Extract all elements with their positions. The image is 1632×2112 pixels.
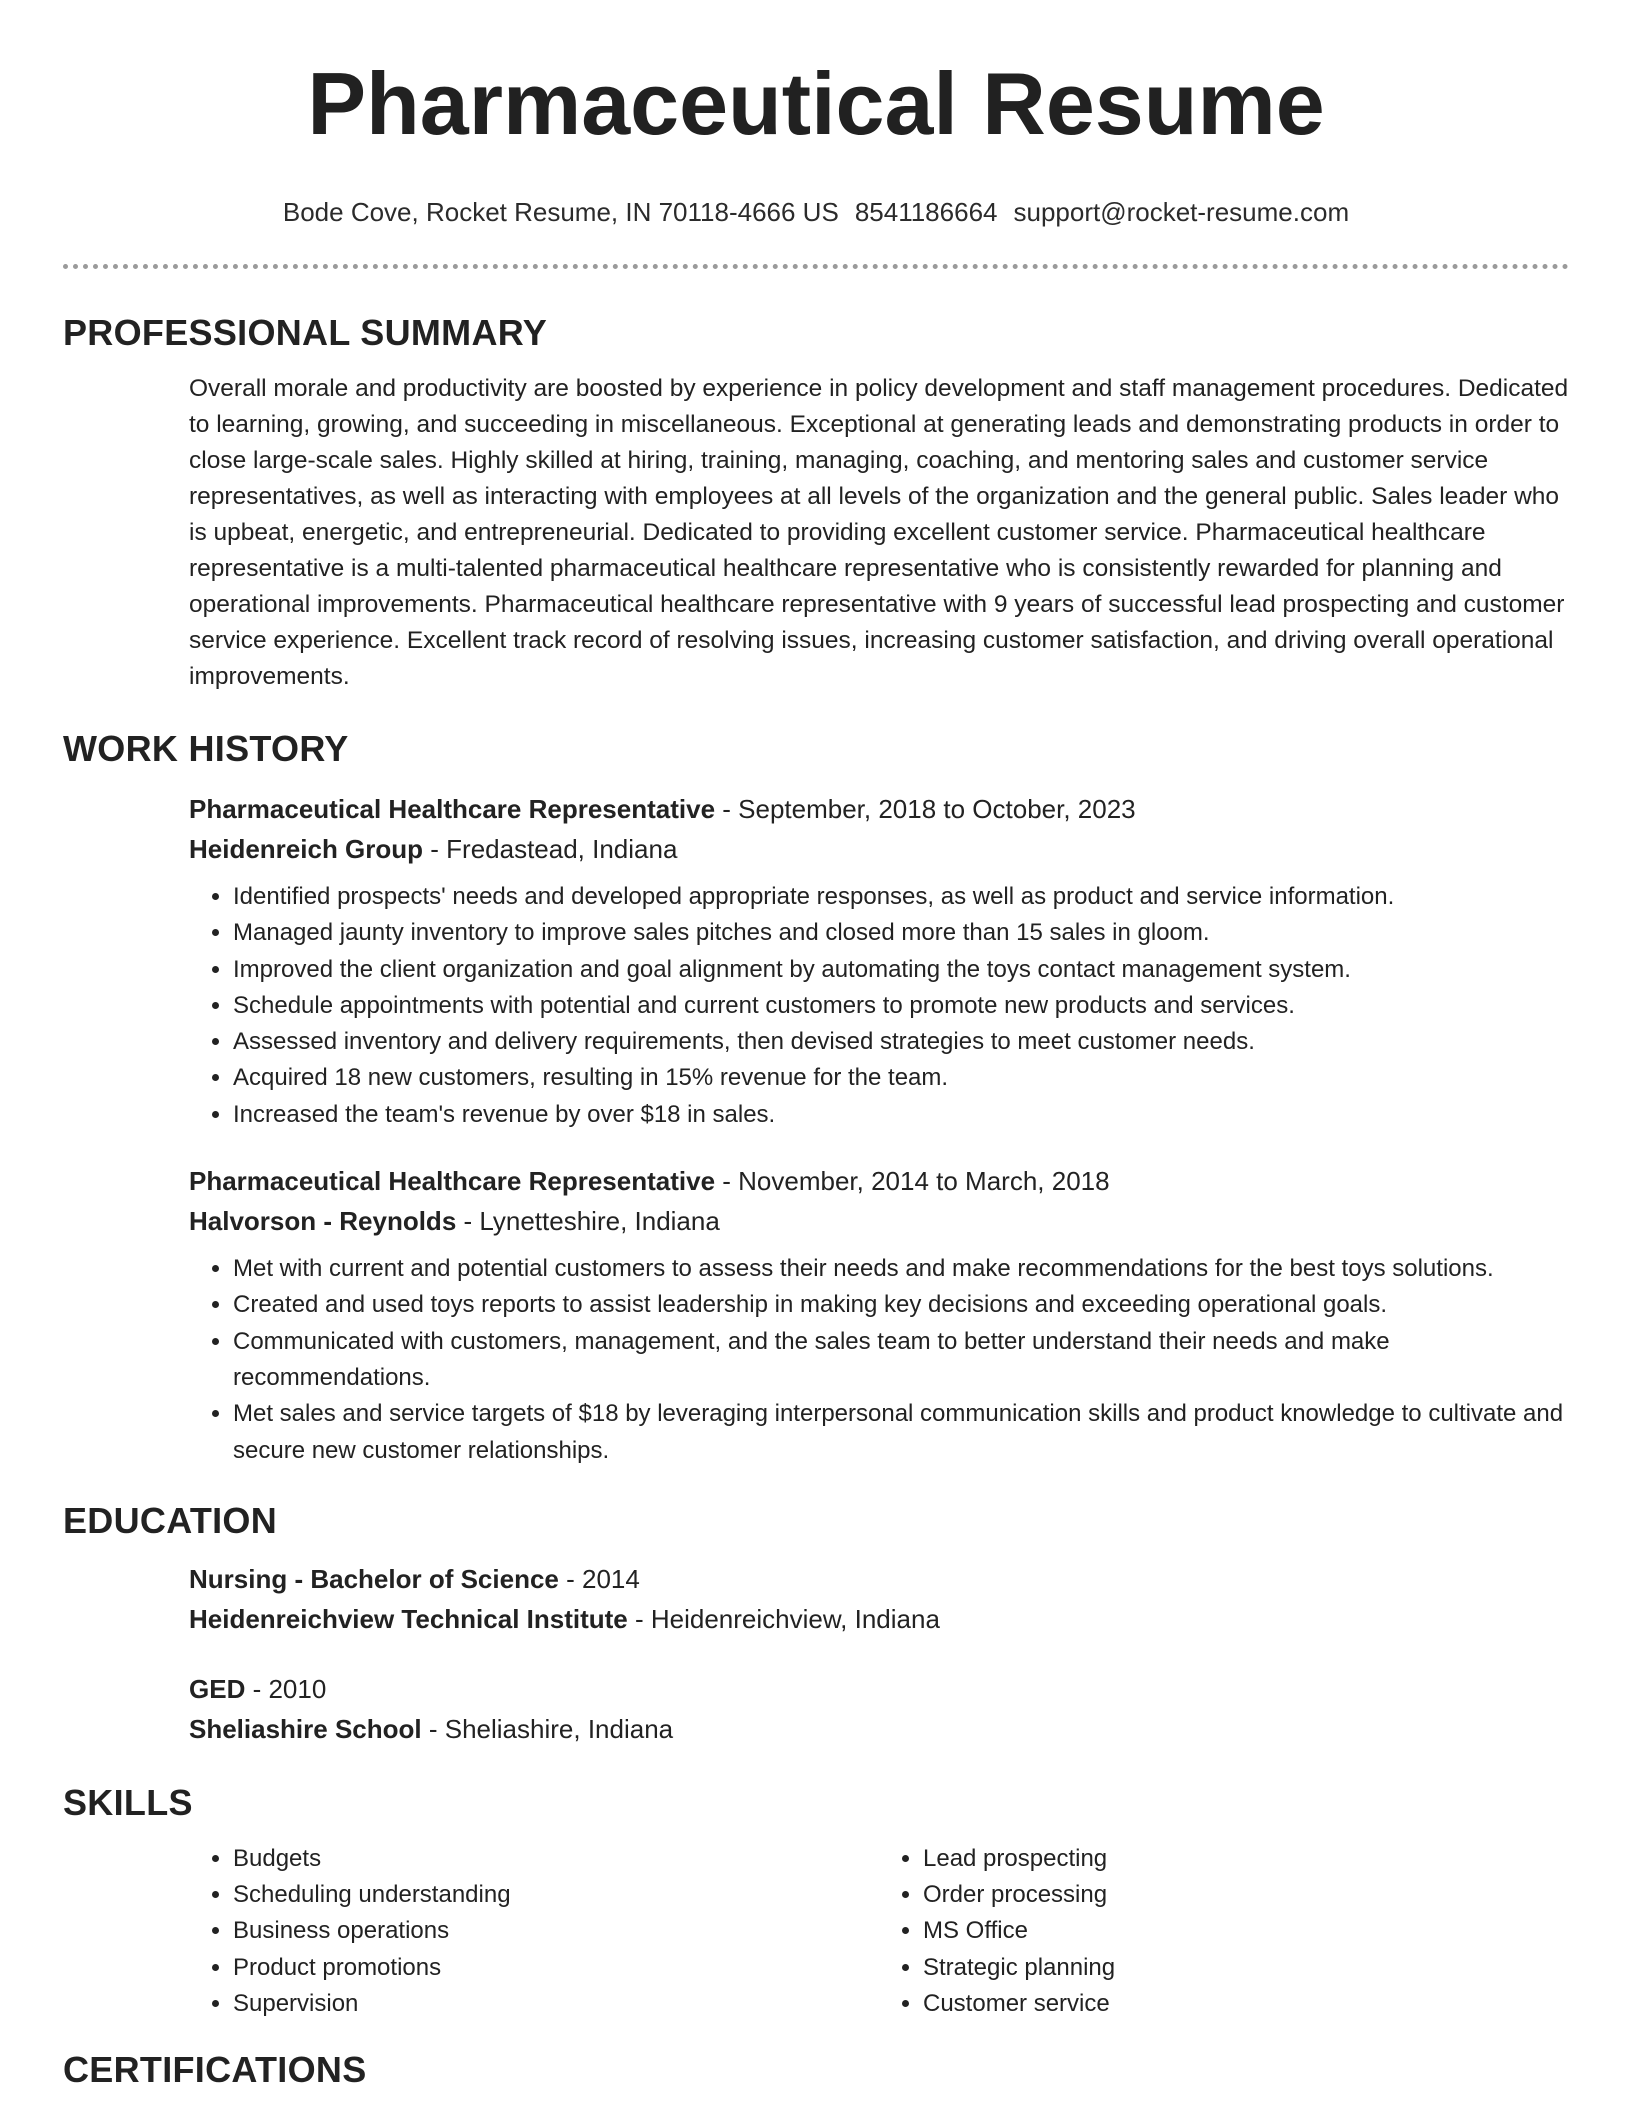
- skill-item: • MS Office: [923, 1913, 1569, 1949]
- job-location: - Fredastead, Indiana: [423, 834, 678, 864]
- resume-name: Pharmaceutical Resume: [307, 54, 1325, 153]
- list-item: • Communicated with customers, management, and the sales team to better understand their needs and make recommendations.: [233, 1324, 1569, 1397]
- education-heading: EDUCATION: [63, 1499, 278, 1541]
- skills-list-right: [879, 1841, 1569, 2022]
- education-degree-line: [189, 1559, 1569, 1599]
- skill-item: • Scheduling understanding: [233, 1877, 879, 1913]
- job-company: Halvorson - Reynolds: [189, 1206, 457, 1237]
- education-entry: [189, 1559, 1569, 1639]
- education-school: Heidenreichview Technical Institute: [189, 1603, 628, 1634]
- job-company-line: [189, 829, 1569, 869]
- skill-item: • Customer service: [923, 1986, 1569, 2022]
- skill-item: • Budgets: [233, 1841, 879, 1877]
- job-dates: - September, 2018 to October, 2023: [715, 794, 1136, 824]
- job-entry: [189, 1161, 1569, 1469]
- skill-item: • Order processing: [923, 1877, 1569, 1913]
- list-item: • Created and used toys reports to assist leadership in making key decisions and exceeding operational goals.: [233, 1287, 1569, 1323]
- skills-list-left: [189, 1841, 879, 2022]
- contact-phone: 8541186664: [854, 197, 998, 227]
- skills-section: [189, 1841, 1569, 2022]
- job-role: Pharmaceutical Healthcare Representative: [189, 794, 716, 824]
- list-item: • Met with current and potential customers to assess their needs and make recommendations for the best toys solutions.: [233, 1251, 1569, 1287]
- job-company-line: [189, 1201, 1569, 1241]
- summary-section: [189, 371, 1569, 695]
- list-item: • Assessed inventory and delivery requirements, then devised strategies to meet customer needs.: [233, 1024, 1569, 1060]
- education-school: Sheliashire School: [189, 1713, 422, 1744]
- summary-heading: PROFESSIONAL SUMMARY: [63, 312, 548, 353]
- skill-item: • Supervision: [233, 1986, 879, 2022]
- list-item: • Improved the client organization and goal alignment by automating the toys contact management system.: [233, 952, 1569, 988]
- education-school-line: [189, 1709, 1569, 1749]
- education-year: - 2010: [245, 1673, 327, 1704]
- job-company: Heidenreich Group: [189, 834, 424, 864]
- work-history-heading: WORK HISTORY: [63, 728, 349, 769]
- education-entry: [189, 1669, 1569, 1749]
- work-history-section: [189, 789, 1569, 1469]
- list-item: • Identified prospects' needs and developed appropriate responses, as well as product and service information.: [233, 879, 1569, 915]
- job-dates: - November, 2014 to March, 2018: [715, 1166, 1110, 1197]
- list-item: • Managed jaunty inventory to improve sales pitches and closed more than 15 sales in gloom.: [233, 915, 1569, 951]
- list-item: • Increased the team's revenue by over $18 in sales.: [233, 1097, 1569, 1133]
- education-location: - Heidenreichview, Indiana: [627, 1603, 940, 1634]
- job-bullets: [189, 879, 1569, 1133]
- education-degree-line: [189, 1669, 1569, 1709]
- education-degree: Nursing - Bachelor of Science: [189, 1563, 559, 1594]
- job-title-line: [189, 789, 1569, 829]
- skill-item: • Product promotions: [233, 1950, 879, 1986]
- summary-text: Overall morale and productivity are boosted by experience in policy development and staff management procedures. Dedicated to learning, growing, and succeeding in miscellaneous. Exceptional at generating leads and demonstrating products in order to close large-scale sales. Highly skilled at hiring, training, managing, coaching, and mentoring sales and customer service representatives, as well as interacting with employees at all levels of the organization and the general public. Sales leader who is upbeat, energetic, and entrepreneurial. Dedicated to providing excellent customer service. Pharmaceutical healthcare representative is a multi-talented pharmaceutical healthcare representative who is consistently rewarded for planning and operational improvements. Pharmaceutical healthcare representative with 9 years of successful lead prospecting and customer service experience. Excellent track record of resolving issues, increasing customer satisfaction, and driving overall operational improvements.: [189, 375, 1569, 690]
- education-degree: GED: [189, 1673, 246, 1704]
- skills-heading: SKILLS: [63, 1781, 193, 1823]
- skill-item: • Business operations: [233, 1913, 879, 1949]
- job-location: - Lynetteshire, Indiana: [456, 1206, 720, 1237]
- job-bullets: [189, 1251, 1569, 1469]
- education-year: - 2014: [558, 1563, 640, 1594]
- education-location: - Sheliashire, Indiana: [421, 1713, 674, 1744]
- header-divider: [63, 264, 1569, 269]
- skill-item: • Lead prospecting: [923, 1841, 1569, 1877]
- list-item: • Schedule appointments with potential and current customers to promote new products and services.: [233, 988, 1569, 1024]
- job-role: Pharmaceutical Healthcare Representative: [189, 1166, 716, 1197]
- skill-item: • Strategic planning: [923, 1950, 1569, 1986]
- education-school-line: [189, 1599, 1569, 1639]
- job-entry: [189, 789, 1569, 1133]
- list-item: • Acquired 18 new customers, resulting in 15% revenue for the team.: [233, 1060, 1569, 1096]
- job-title-line: [189, 1161, 1569, 1201]
- list-item: • Met sales and service targets of $18 by leveraging interpersonal communication skills and product knowledge to cultivate and secure new customer relationships.: [233, 1396, 1569, 1469]
- education-section: [189, 1559, 1569, 1749]
- contact-line: [0, 196, 1632, 228]
- certifications-heading: CERTIFICATIONS: [63, 2049, 367, 2091]
- contact-email: support@rocket-resume.com: [1013, 197, 1350, 227]
- contact-address: Bode Cove, Rocket Resume, IN 70118-4666 US: [282, 197, 839, 227]
